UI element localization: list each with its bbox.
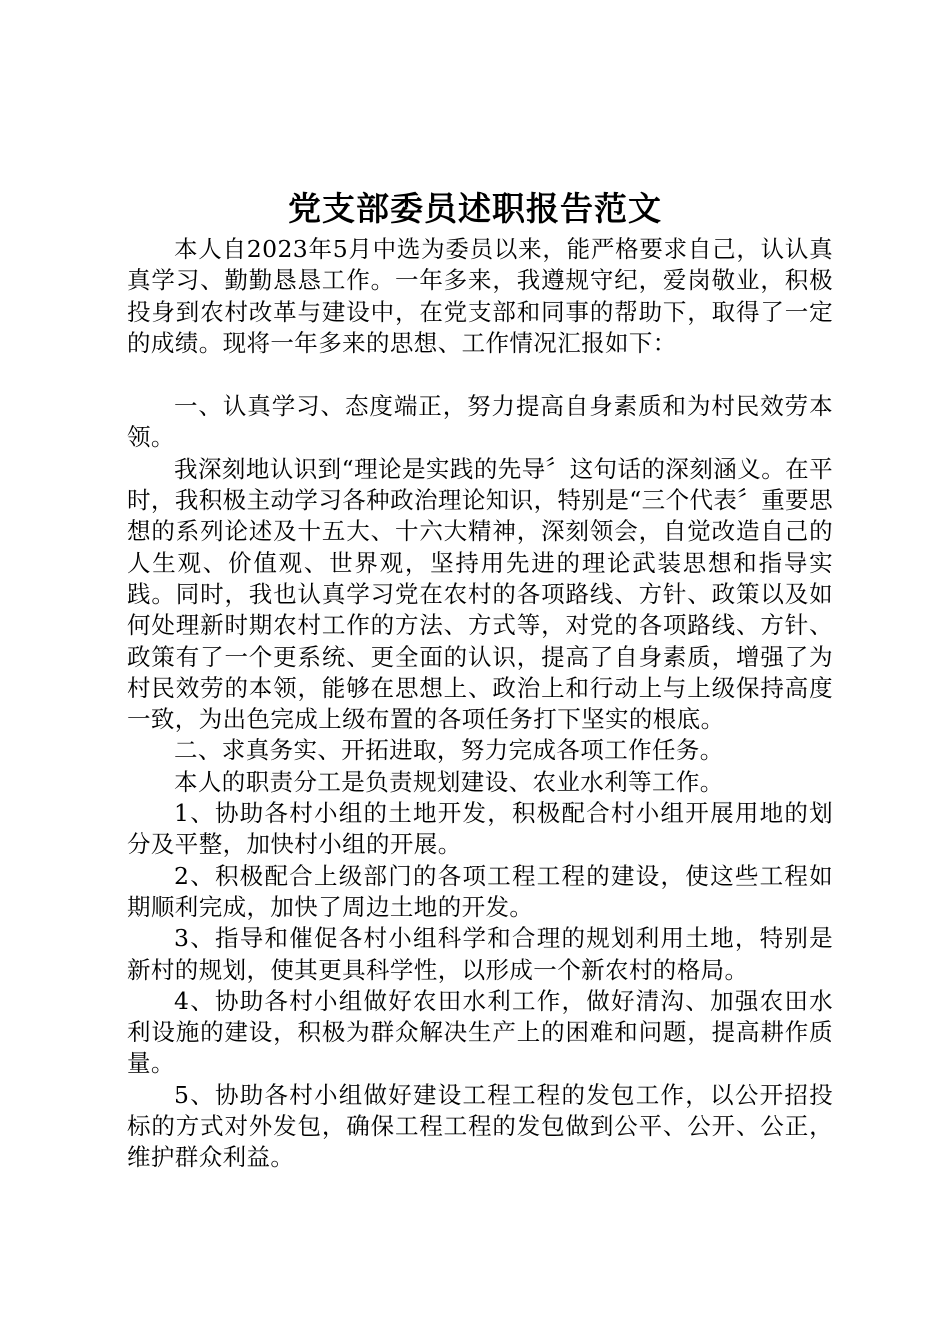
- paragraph-study: 我深刻地认识到“理论是实践的先导〞这句话的深刻涵义。在平时，我积极主动学习各种政治理论知识，特别是“三个代表〞重要思想的系列论述及十五大、十六大精神，深刻领会，自觉改造自己的人生观、价值观、世界观，坚持用先进的理论武装思想和指导实践。同时，我也认真学习党在农村的各项路线、方针、政策以及如何处理新时期农村工作的方法、方式等，对党的各项路线、方针、政策有了一个更系统、更全面的认识，提高了自身素质，增强了为村民效劳的本领，能够在思想上、政治上和行动上与上级保持高度一致，为出色完成上级布置的各项任务打下坚实的根底。: [127, 454, 833, 734]
- list-item-2: 2、积极配合上级部门的各项工程工程的建设，使这些工程如期顺利完成，加快了周边土地的开发。: [127, 861, 833, 921]
- list-item-5: 5、协助各村小组做好建设工程工程的发包工作，以公开招投标的方式对外发包，确保工程工程的发包做到公平、公开、公正，维护群众利益。: [127, 1080, 833, 1172]
- document-body: [127, 234, 833, 1174]
- list-item-3: 3、指导和催促各村小组科学和合理的规划利用土地，特别是新村的规划，使其更具科学性，以形成一个新农村的格局。: [127, 924, 833, 984]
- section-heading-1: 一、认真学习、态度端正，努力提高自身素质和为村民效劳本领。: [127, 392, 833, 452]
- list-item-1: 1、协助各村小组的土地开发，积极配合村小组开展用地的划分及平整，加快村小组的开展。: [127, 799, 833, 859]
- section-heading-2: 二、求真务实、开拓进取，努力完成各项工作任务。: [174, 736, 724, 765]
- paragraph-duties: 本人的职责分工是负责规划建设、农业水利等工作。: [174, 767, 724, 796]
- list-item-4: 4、协助各村小组做好农田水利工作，做好清沟、加强农田水利设施的建设，积极为群众解决生产上的困难和问题，提高耕作质量。: [127, 986, 833, 1078]
- paragraph-intro: 本人自2023年5月中选为委员以来，能严格要求自己，认认真真学习、勤勤恳恳工作。一年多来，我遵规守纪，爱岗敬业，积极投身到农村改革与建设中，在党支部和同事的帮助下，取得了一定的成绩。现将一年多来的思想、工作情况汇报如下：: [127, 235, 833, 357]
- document-title: 党支部委员述职报告范文: [288, 189, 662, 228]
